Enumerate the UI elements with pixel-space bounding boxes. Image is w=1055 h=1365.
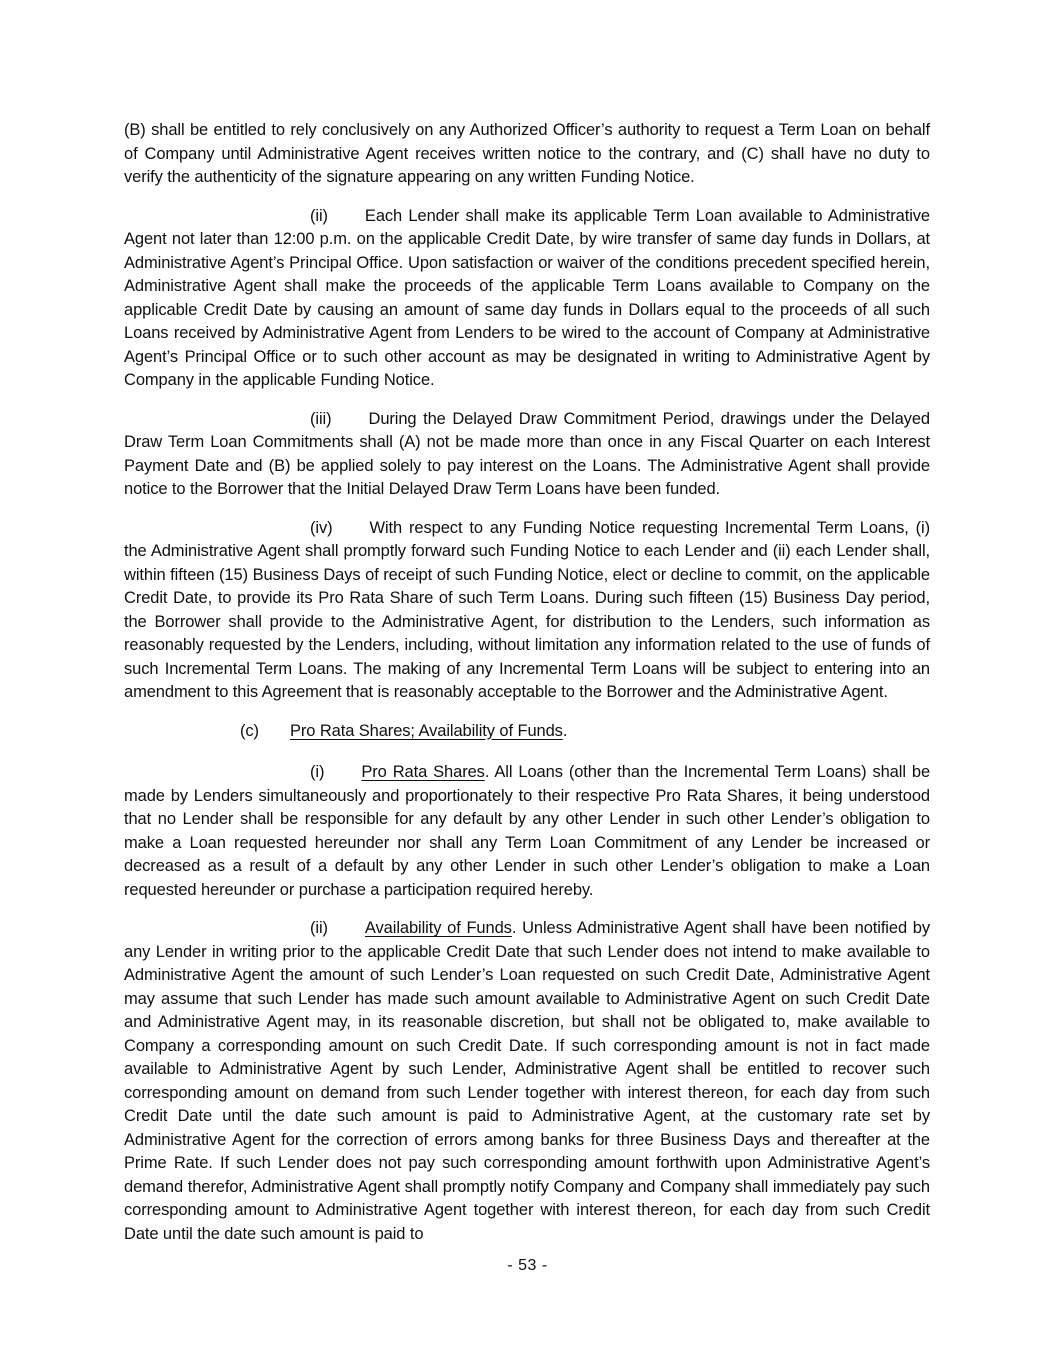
- clause-lead-suffix: .: [511, 919, 523, 937]
- clause-number: (iv): [310, 518, 333, 537]
- heading-number: (c): [240, 721, 259, 740]
- page-footer: [0, 1254, 1055, 1277]
- clause-iv-incremental-funding-notice: [124, 517, 930, 705]
- clause-text: During the Delayed Draw Commitment Period, drawings under the Delayed Draw Term Loan Commitments shall (A) not be made more than once in any Fiscal Quarter on each Interest Payment Date and (B) be applied solely to pay interest on the Loans. The Administrative Agent shall provide notice to the Borrower that the Initial Delayed Draw Term Loans have been funded.: [124, 409, 930, 498]
- clause-iii-delayed-draw: [124, 408, 930, 502]
- clause-lead-suffix: .: [484, 763, 495, 781]
- clause-lead-underlined: Availability of Funds: [364, 919, 512, 937]
- page-number: - 53 -: [507, 1257, 548, 1274]
- clause-i-pro-rata-shares: [124, 761, 930, 902]
- clause-number: (i): [310, 763, 325, 781]
- continuation-paragraph: (B) shall be entitled to rely conclusively on any Authorized Officer’s authority to request a Term Loan on behalf of Company until Administrative Agent receives written notice to the contrary, and (C) shall have no duty to verify the authenticity of the signature appearing on any written Funding Notice.: [124, 121, 930, 186]
- clause-ii-term-loan-funding: [124, 205, 930, 393]
- clause-text: All Loans (other than the Incremental Term Loans) shall be made by Lenders simultaneously and proportionately to their respective Pro Rata Shares, it being understood that no Lender shall be responsible for any default by any other Lender in such other Lender’s obligation to make a Loan requested hereunder nor shall any Term Loan Commitment of any Lender be increased or decreased as a result of a default by any other Lender in such other Lender’s obligation to make a Loan requested hereunder or purchase a participation required hereby.: [124, 763, 931, 899]
- clause-text: With respect to any Funding Notice requesting Incremental Term Loans, (i) the Administrative Agent shall promptly forward such Funding Notice to each Lender and (ii) each Lender shall, within fifteen (15) Business Days of receipt of such Funding Notice, elect or decline to commit, on the applicable Credit Date, to provide its Pro Rata Share of such Term Loans. During such fifteen (15) Business Day period, the Borrower shall provide to the Administrative Agent, for distribution to the Lenders, such information as reasonably requested by the Lenders, including, without limitation any information related to the use of funds of such Incremental Term Loans. The making of any Incremental Term Loans will be subject to entering into an amendment to this Agreement that is reasonably acceptable to the Borrower and the Administrative Agent.: [124, 518, 930, 701]
- clause-ii-availability-of-funds: [124, 917, 930, 1246]
- clause-text: Each Lender shall make its applicable Term Loan available to Administrative Agent not later than 12:00 p.m. on the applicable Credit Date, by wire transfer of same day funds in Dollars, at Administrative Agent’s Principal Office. Upon satisfaction or waiver of the conditions precedent specified herein, Administrative Agent shall make the proceeds of the applicable Term Loans available to Company on the applicable Credit Date by causing an amount of same day funds in Dollars equal to the proceeds of all such Loans received by Administrative Agent from Lenders to be wired to the account of Company at Administrative Agent’s Principal Office or to such other account as may be designated in writing to Administrative Agent by Company in the applicable Funding Notice.: [124, 206, 930, 389]
- clause-lead-underlined: Pro Rata Shares: [361, 763, 485, 781]
- heading-title-underlined: Pro Rata Shares; Availability of Funds: [289, 721, 563, 740]
- heading-suffix: .: [562, 721, 568, 740]
- clause-number: (ii): [310, 919, 328, 937]
- clause-text: Unless Administrative Agent shall have been notified by any Lender in writing prior to the applicable Credit Date that such Lender does not intend to make available to Administrative Agent the amount of such Lender’s Loan requested on such Credit Date, Administrative Agent may assume that such Lender has made such amount available to Administrative Agent on such Credit Date and Administrative Agent may, in its reasonable discretion, but shall not be obligated to, make available to Company a corresponding amount on such Credit Date. If such corresponding amount is not in fact made available to Administrative Agent by such Lender, Administrative Agent shall be entitled to recover such corresponding amount on demand from such Lender together with interest thereon, for each day from such Credit Date until the date such amount is paid to Administrative Agent, at the customary rate set by Administrative Agent for the correction of errors among banks for three Business Days and thereafter at the Prime Rate. If such Lender does not pay such corresponding amount forthwith upon Administrative Agent’s demand therefor, Administrative Agent shall promptly notify Company and Company shall immediately pay such corresponding amount to Administrative Agent together with interest thereon, for each day from such Credit Date until the date such amount is paid to: [124, 919, 931, 1243]
- clause-number: (ii): [310, 206, 328, 225]
- page-body: [124, 119, 930, 1261]
- clause-number: (iii): [310, 409, 332, 428]
- heading-c-pro-rata-shares: [124, 720, 930, 744]
